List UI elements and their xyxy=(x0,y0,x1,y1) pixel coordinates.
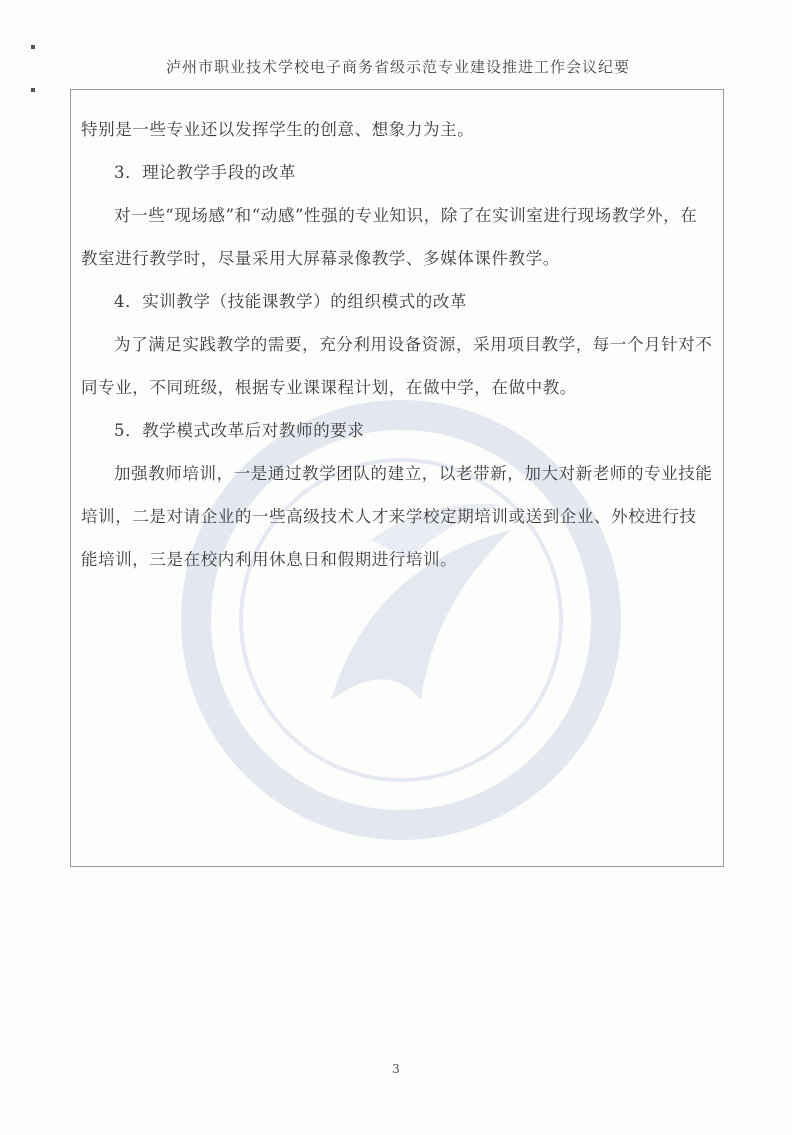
section-heading-3: 3．理论教学手段的改革 xyxy=(114,163,297,182)
paragraph-3: 对一些“现场感”和“动感”性强的专业知识，除了在实训室进行现场教学外，在教室进行教学时，尽量采用大屏幕录像教学、多媒体课件教学。 xyxy=(81,206,698,268)
margin-mark-top xyxy=(31,45,35,49)
section-heading-5: 5．教学模式改革后对教师的要求 xyxy=(114,421,365,440)
paragraph-5: 加强教师培训，一是通过教学团队的建立，以老带新，加大对新老师的专业技能培训，二是对请企业的一些高级技术人才来学校定期培训或送到企业、外校进行技能培训，三是在校内利用休息日和假期进行培训。 xyxy=(81,464,713,569)
section-heading-4: 4．实训教学（技能课教学）的组织模式的改革 xyxy=(114,292,468,311)
page-header-title: 泸州市职业技术学校电子商务省级示范专业建设推进工作会议纪要 xyxy=(165,58,630,76)
body-text xyxy=(71,90,723,581)
margin-mark-bottom xyxy=(31,88,35,92)
page-number: 3 xyxy=(392,1062,400,1076)
content-frame xyxy=(70,89,724,867)
paragraph-continuation: 特别是一些专业还以发挥学生的创意、想象力为主。 xyxy=(81,120,475,139)
paragraph-4: 为了满足实践教学的需要，充分利用设备资源，采用项目教学，每一个月针对不同专业，不同班级，根据专业课课程计划，在做中学，在做中教。 xyxy=(81,335,713,397)
